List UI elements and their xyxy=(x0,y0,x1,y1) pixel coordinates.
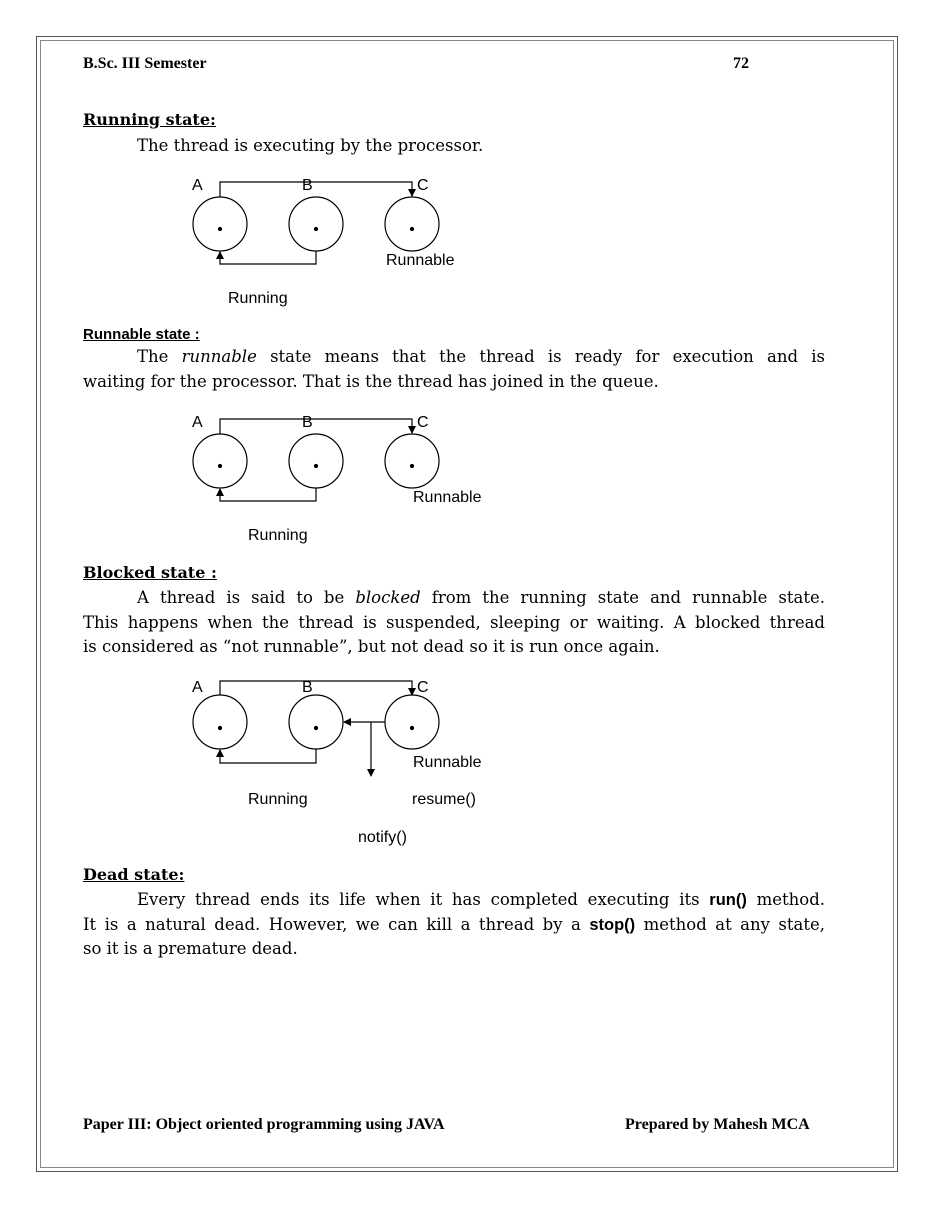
blocked-state-diagram xyxy=(193,681,439,776)
thread-node-a xyxy=(193,434,247,488)
transition-arrow-top xyxy=(220,182,412,197)
runnable-state-diagram xyxy=(193,419,439,501)
thread-node-c xyxy=(385,197,439,251)
label-notify: notify() xyxy=(358,829,407,846)
label-runnable: Runnable xyxy=(386,252,455,269)
footer-paper-title: Paper III: Object oriented programming using JAVA xyxy=(83,1116,445,1133)
transition-arrow-top xyxy=(220,419,412,434)
footer-author: Prepared by Mahesh MCA xyxy=(625,1116,810,1133)
text-line: It is a natural dead. However, we can kill a thread by a stop() method at any state, xyxy=(83,914,825,934)
transition-arrow-bottom xyxy=(220,251,316,264)
section-heading-blocked: Blocked state : xyxy=(83,563,217,582)
section-heading-runnable: Runnable state : xyxy=(83,326,200,343)
node-label-a: A xyxy=(192,414,203,431)
text-line: Every thread ends its life when it has completed executing its run() method. xyxy=(137,890,826,909)
transition-arrow-bottom xyxy=(220,749,316,763)
section-heading-dead: Dead state: xyxy=(83,865,185,884)
label-runnable: Runnable xyxy=(413,754,482,771)
thread-node-b xyxy=(289,695,343,749)
transition-arrow-bottom xyxy=(220,488,316,501)
label-running: Running xyxy=(248,527,308,544)
label-running: Running xyxy=(248,791,308,808)
node-label-c: C xyxy=(417,679,429,696)
node-label-a: A xyxy=(192,679,203,696)
header-course: B.Sc. III Semester xyxy=(83,55,207,72)
node-label-c: C xyxy=(417,414,429,431)
section-heading-running: Running state: xyxy=(83,110,216,129)
thread-node-b xyxy=(289,197,343,251)
label-runnable: Runnable xyxy=(413,489,482,506)
thread-node-c xyxy=(385,695,439,749)
node-label-b: B xyxy=(302,177,313,194)
thread-node-b xyxy=(289,434,343,488)
label-running: Running xyxy=(228,290,288,307)
header-page-number: 72 xyxy=(733,55,749,72)
thread-node-a xyxy=(193,695,247,749)
node-label-b: B xyxy=(302,414,313,431)
running-text: The thread is executing by the processor. xyxy=(137,136,484,155)
text-line: so it is a premature dead. xyxy=(83,939,298,958)
thread-node-c xyxy=(385,434,439,488)
thread-node-a xyxy=(193,197,247,251)
transition-arrow-top xyxy=(220,681,412,695)
text-line: This happens when the thread is suspended, sleeping or waiting. A blocked thread xyxy=(83,612,825,632)
text-line: is considered as “not runnable”, but not dead so it is run once again. xyxy=(83,637,660,656)
text-line: A thread is said to be blocked from the running state and runnable state. xyxy=(137,588,826,607)
text-line: The runnable state means that the thread is ready for execution and is xyxy=(137,347,825,366)
text-line: waiting for the processor. That is the thread has joined in the queue. xyxy=(83,371,659,391)
node-label-b: B xyxy=(302,679,313,696)
node-label-c: C xyxy=(417,177,429,194)
label-resume: resume() xyxy=(412,791,477,808)
node-label-a: A xyxy=(192,177,203,194)
